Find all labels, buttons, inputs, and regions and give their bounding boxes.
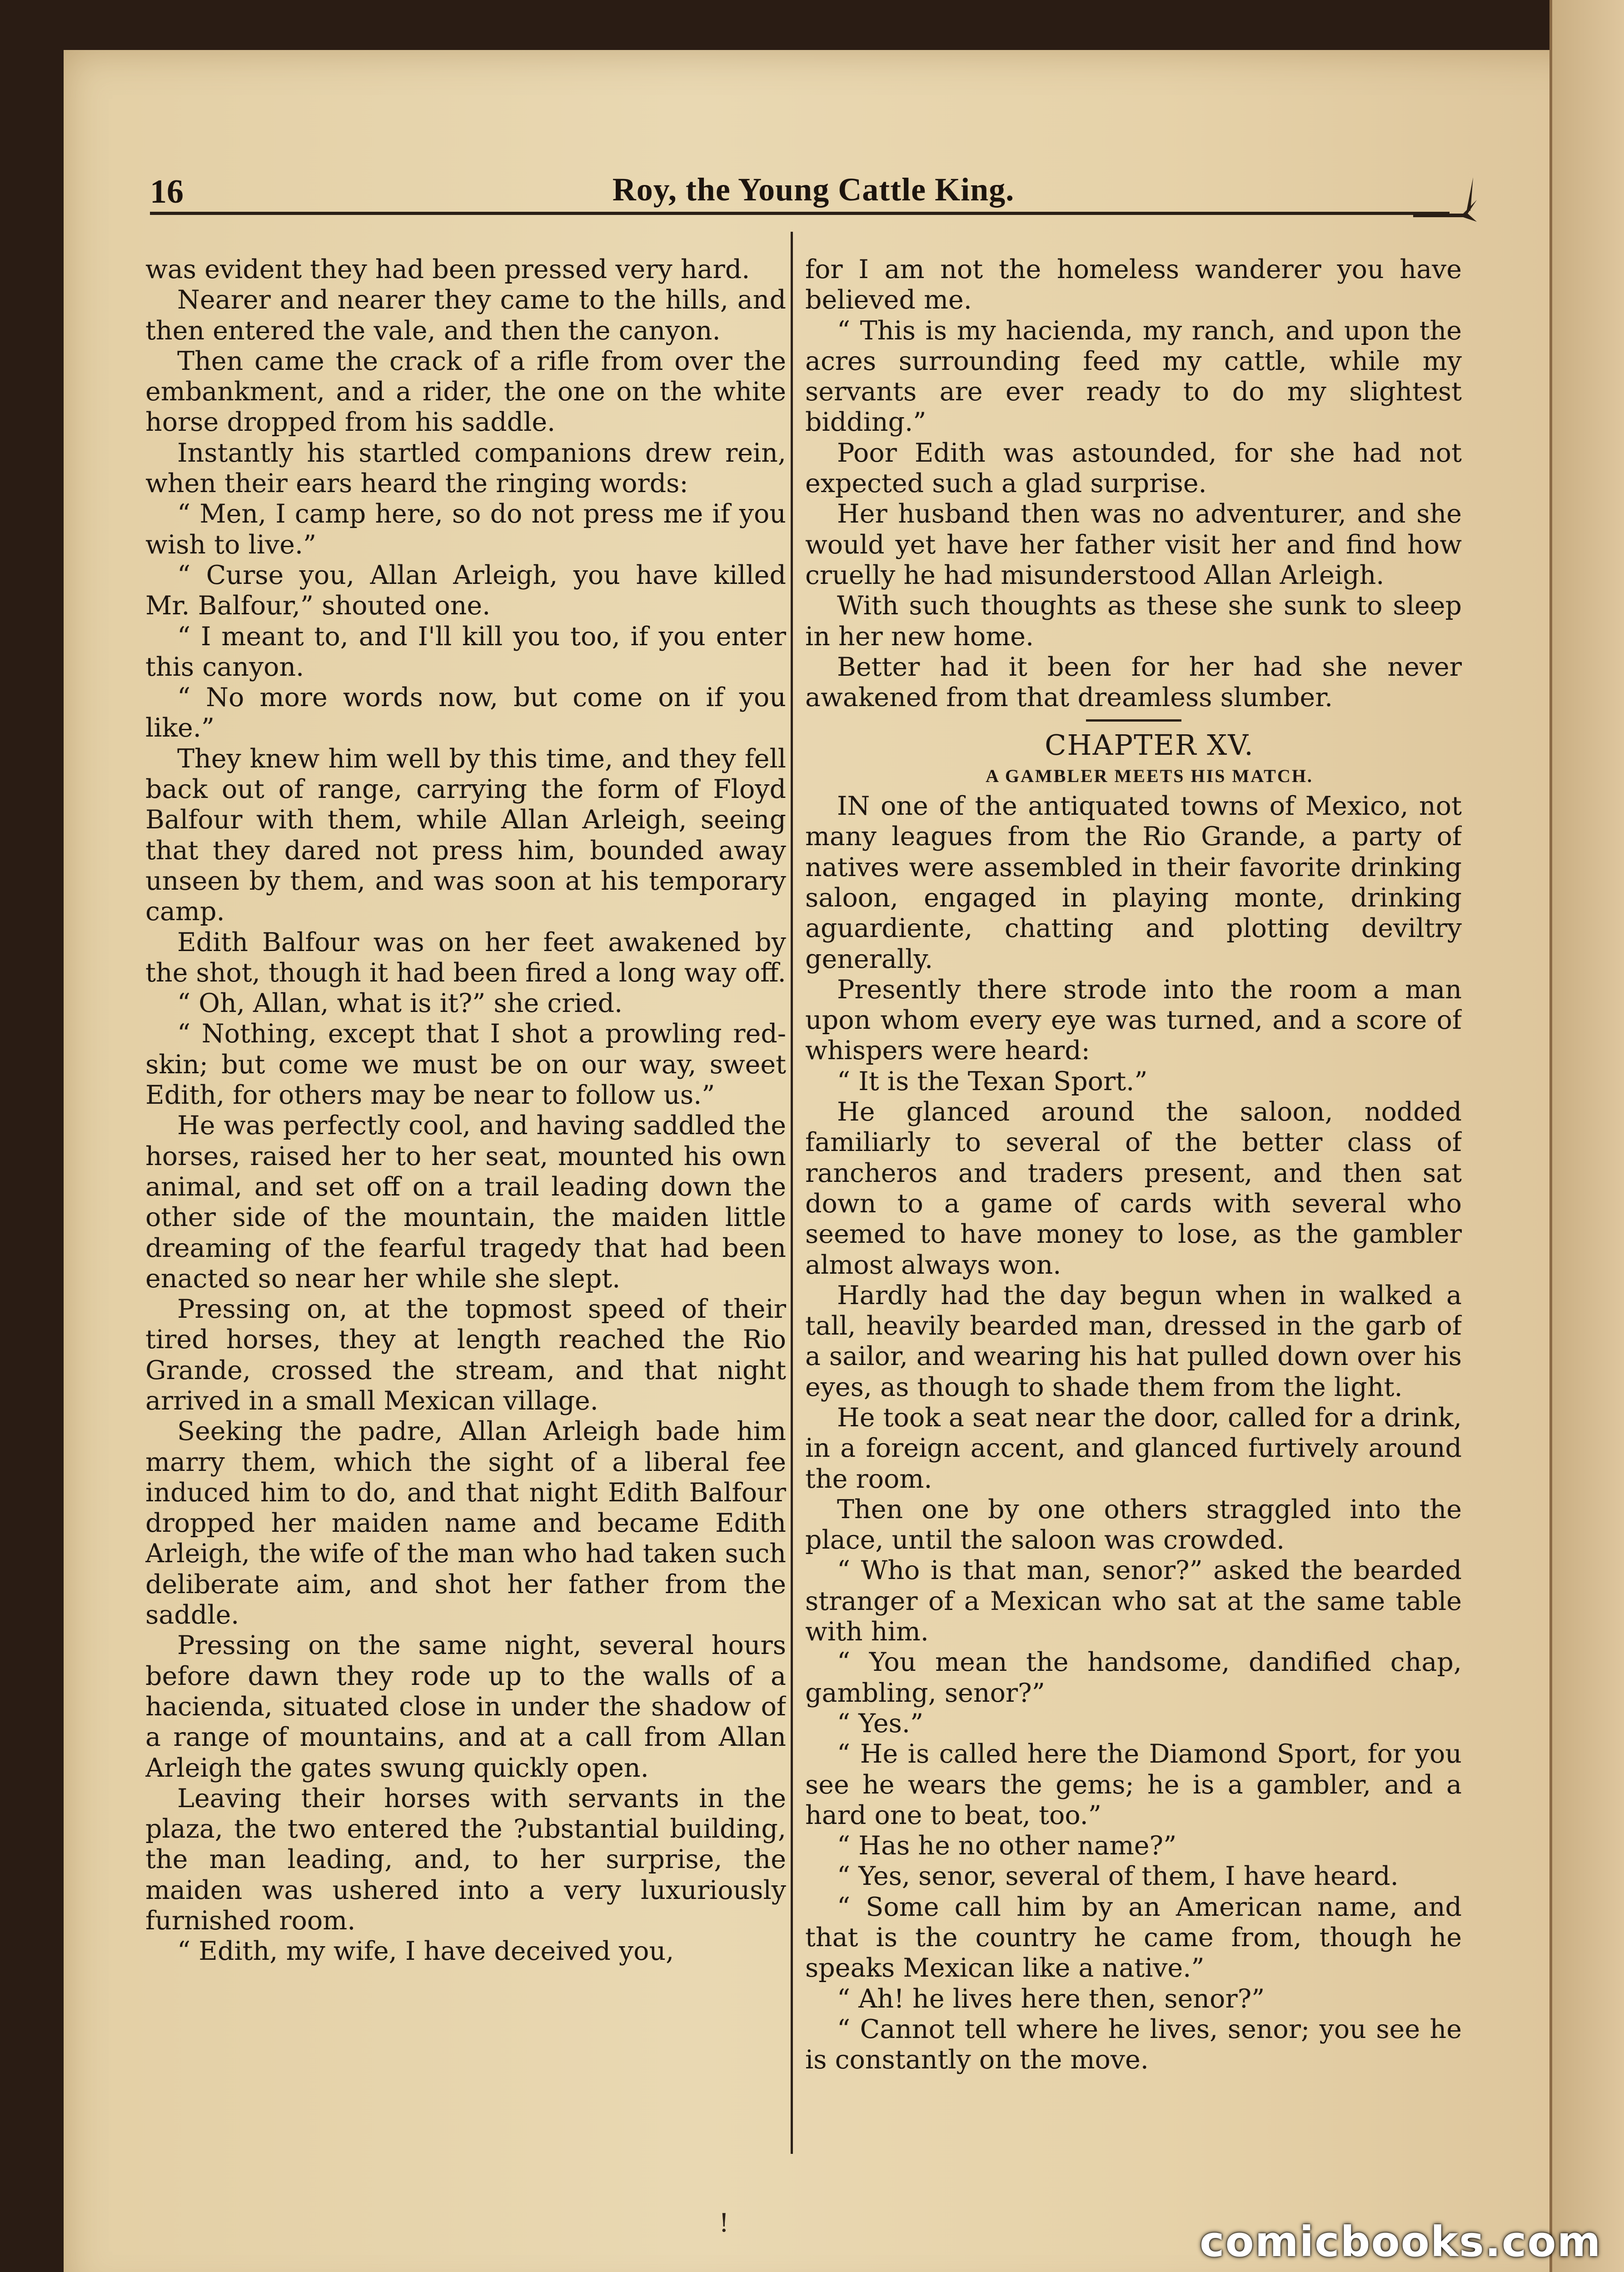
header-rule (150, 212, 1450, 215)
paragraph: “ Ah! he lives here then, senor?” (837, 1983, 1265, 2014)
paragraph: for I am not the homeless wanderer you have believed me. (805, 254, 1462, 315)
paragraph: “ Who is that man, senor?” asked the bearded stranger of a Mexican who sat at the same table with him. (805, 1555, 1462, 1647)
paragraph: They knew him well by this time, and they fell back out of range, carrying the form of Floyd Balfour with them, while Allan Arleigh, seeing that they dared not press him, bounded away unseen by them, and was soon at his temporary camp. (145, 743, 786, 927)
paragraph: IN one of the antiquated towns of Mexico, not many leagues from the Rio Grande, a party of natives were assembled in their favorite drinking saloon, engaged in playing monte, drinking aguardiente, chatting and plotting deviltry generally. (805, 791, 1462, 974)
left-column (145, 254, 786, 2213)
chapter-rule (1086, 719, 1181, 722)
paragraph: Presently there strode into the room a man upon whom every eye was turned, and a score of whispers were heard: (805, 974, 1462, 1066)
page-header (150, 168, 1477, 218)
paragraph: Nearer and nearer they came to the hills, and then entered the vale, and then the canyon. (145, 285, 786, 346)
ornament-icon (1413, 168, 1477, 223)
chapter-title: CHAPTER XV. (1045, 728, 1254, 762)
paragraph: “ Men, I camp here, so do not press me if you wish to live.” (145, 499, 786, 560)
paragraph: “ You mean the handsome, dandified chap, gambling, senor?” (805, 1647, 1462, 1708)
column-divider (791, 232, 793, 2154)
paragraph: Seeking the padre, Allan Arleigh bade him marry them, which the sight of a liberal fee induced him to do, and that night Edith Balfour dropped her maiden name and became Edith Arleigh, the wife of the man who had taken such deliberate aim, and shot her father from the saddle. (145, 1416, 786, 1630)
paragraph: Better had it been for her had she never awakened from that dreamless slumber. (805, 652, 1462, 713)
paragraph: Then one by one others straggled into the place, until the saloon was crowded. (805, 1494, 1462, 1555)
paragraph: “ Cannot tell where he lives, senor; you see he is constantly on the move. (805, 2014, 1462, 2075)
running-title: Roy, the Young Cattle King. (612, 171, 1015, 208)
paragraph: Instantly his startled companions drew rein, when their ears heard the ringing words: (145, 438, 786, 499)
paragraph: “ Yes, senor, several of them, I have heard. (837, 1861, 1399, 1892)
paragraph: Leaving their horses with servants in the plaza, the two entered the ?ubstantial building, the man leading, and, to her surprise, the maiden was ushered into a very luxuriously furnished room. (145, 1783, 786, 1936)
paragraph: Pressing on the same night, several hours before dawn they rode up to the walls of a hacienda, situated close in under the shadow of a range of mountains, and at a call from Allan Arleigh the gates swung quickly open. (145, 1630, 786, 1783)
paragraph: was evident they had been pressed very hard. (145, 254, 750, 284)
column-tail-mark: ! (719, 2208, 729, 2238)
paragraph: “ Has he no other name?” (837, 1831, 1177, 1861)
page-number: 16 (150, 173, 184, 210)
right-column (805, 254, 1462, 2213)
paragraph: “ Nothing, except that I shot a prowling red-skin; but come we must be on our way, sweet Edith, for others may be near to follow us.” (145, 1019, 786, 1111)
paragraph: “ No more words now, but come on if you like.” (145, 683, 786, 743)
facing-page-edge (1549, 0, 1624, 2272)
paragraph: Edith Balfour was on her feet awakened by the shot, though it had been fired a long way off. (145, 927, 786, 988)
paragraph: Pressing on, at the topmost speed of their tired horses, they at length reached the Rio Grande, crossed the stream, and that night arrived in a small Mexican village. (145, 1294, 786, 1416)
paragraph: “ Yes.” (837, 1708, 924, 1739)
paragraph: He glanced around the saloon, nodded familiarly to several of the better class of rancheros and traders present, and then sat down to a game of cards with several who seemed to have money to lose, as the gambler almost always won. (805, 1097, 1462, 1280)
watermark: comicbooks.com (1200, 2217, 1602, 2266)
paragraph: Her husband then was no adventurer, and she would yet have her father visit her and find how cruelly he had misunderstood Allan Arleigh. (805, 499, 1462, 590)
paragraph: “ It is the Texan Sport.” (837, 1066, 1148, 1096)
paragraph: “ Edith, my wife, I have deceived you, (177, 1936, 674, 1967)
paragraph: With such thoughts as these she sunk to sleep in her new home. (805, 591, 1462, 652)
paragraph: “ He is called here the Diamond Sport, for you see he wears the gems; he is a gambler, and a hard one to beat, too.” (805, 1739, 1462, 1830)
paragraph: Hardly had the day begun when in walked a tall, heavily bearded man, dressed in the garb of a sailor, and wearing his hat pulled down over his eyes, as though to shade them from the light. (805, 1280, 1462, 1402)
paragraph: “ I meant to, and I'll kill you too, if you enter this canyon. (145, 621, 786, 682)
paragraph: “ This is my hacienda, my ranch, and upon the acres surrounding feed my cattle, while my servants are ever ready to do my slightest bidding.” (805, 315, 1462, 438)
paragraph: “ Some call him by an American name, and that is the country he came from, though he speaks Mexican like a native.” (805, 1892, 1462, 1983)
paragraph: “ Curse you, Allan Arleigh, you have killed Mr. Balfour,” shouted one. (145, 560, 786, 621)
paragraph: He was perfectly cool, and having saddled the horses, raised her to her seat, mounted his own animal, and set off on a trail leading down the other side of the mountain, the maiden little dreaming of the fearful tragedy that had been enacted so near her while she slept. (145, 1111, 786, 1294)
paragraph: “ Oh, Allan, what is it?” she cried. (177, 988, 623, 1019)
paragraph: He took a seat near the door, called for a drink, in a foreign accent, and glanced furtively around the room. (805, 1402, 1462, 1494)
paragraph: Then came the crack of a rifle from over the embankment, and a rider, the one on the white horse dropped from his saddle. (145, 346, 786, 438)
chapter-subtitle: A GAMBLER MEETS HIS MATCH. (986, 765, 1313, 786)
paragraph: Poor Edith was astounded, for she had not expected such a glad surprise. (805, 438, 1462, 499)
